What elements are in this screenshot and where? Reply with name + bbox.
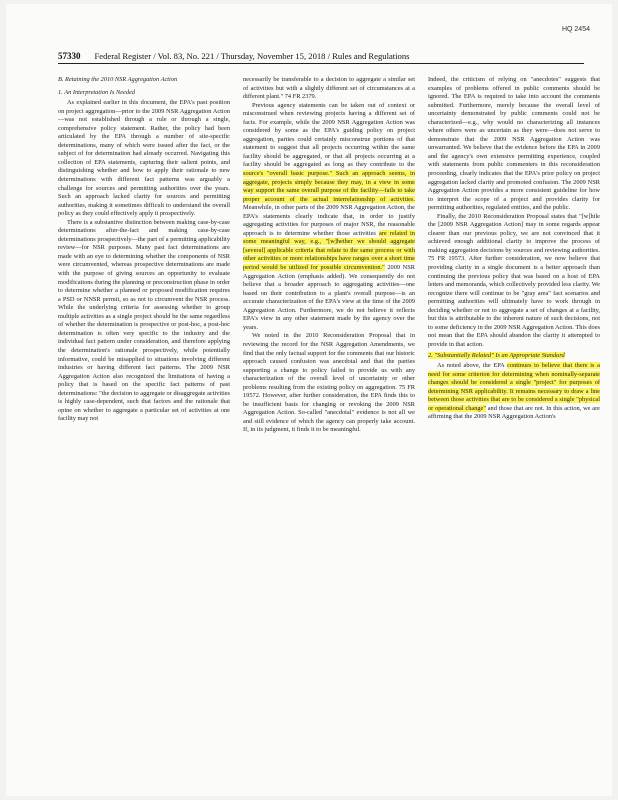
text-run: Meanwhile, in other parts of the 2009 NSR Aggregation Action, the EPA's statements clearly indicate that, in order to justify aggregating activities for purposes of major NSR, the reasonable approach is to determine whether those activities — [243, 204, 415, 237]
subsection-heading: 1. An Interpretation Is Needed — [58, 88, 135, 96]
paragraph: Indeed, the criticism of relying on "anecdotes" suggests that examples of problems offered in public comments should be ignored. The EPA is required to take into account the comments submitted. Furthermore, merely because the overall level of uncertainty demonstrated by public comments could not be characterized—e.g., why would no characterizing all instances where others were as uncertain as they were—does not serve to demonstrate that the 2009 NSR Aggregation Action was unwarranted. We believe that the evidence before the EPA in 2009 and the agency's own extensive permitting experience, coupled with statements from public commenters in this reconsideration proceeding, clearly indicates that the EPA's prior policy on project aggregation lacked clarity and promoted confusion. The 2009 NSR Aggregation Action provides a more consistent guideline for how to interpret the scope of a project and provides clarity for permitting authorities, regulated entities, and the public. — [428, 76, 600, 212]
highlighted-heading: 2. "Substantially Related" Is an Appropriate Standard — [428, 351, 565, 359]
paragraph — [428, 362, 600, 422]
column-1 — [58, 76, 230, 794]
section-heading: B. Retaining the 2010 NSR Aggregation Action — [58, 76, 178, 83]
subsection-heading — [428, 352, 600, 361]
highlighted-text: source's "overall basic purpose." Such an approach seems, in aggregate, projects simply because they may, in a view in some way support the same overall purpose of the facility—fails to take proper account of the actual interrelationship of activities. — [243, 170, 415, 203]
highlighted-text: continues to believe that there is a need for some criterion for determining when nominally-separate changes should be considered a single "project" for purposes of determining NSR applicability. It remains necessary to draw a line between those activities that are to be considered a single "physical or operational change" — [428, 362, 600, 412]
paragraph: necessarily be transferable to a decision to aggregate a similar set of activities but with a slightly different set of circumstances at a different plant." 74 FR 2379. — [243, 76, 415, 101]
text-run: Previous agency statements can be taken out of context or misconstrued when reviewing projects having a different set of facts. For example, while the 2009 NSR Aggregation Action was considered by some as the EPA's guiding policy on project aggregation, parties could certainly misconstrue portions of that statement to suggest that all projects occurring within the same facility should be aggregated, or that all projects occurring at a facility should be aggregated as long as they contribute to the — [243, 101, 415, 169]
document-page — [6, 4, 612, 796]
bates-stamp: HQ 2454 — [561, 26, 590, 33]
page-number: 57330 — [58, 51, 81, 61]
running-header — [58, 51, 584, 64]
column-3 — [428, 76, 600, 794]
column-2 — [243, 76, 415, 794]
paragraph: As explained earlier in this document, the EPA's past position on project aggregation—prior to the 2009 NSR Aggregation Action—was not established through a rule or through a single, comprehensive policy statement. Rather, the policy had been articulated by the EPA through a number of site-specific determinations, many of which were issued after the fact, or the subject of for determination had already occurred. Navigating this collection of EPA statements, capturing their salient points, and distinguishing whether and how to apply their rationale to new determinations with different fact patterns was arguably a challenge for sources and permitting authorities over the years. Such an approach lacked clarity for sources and permitting authorities, making it sometimes difficult to understand the overall policy as they could effectively apply it prospectively. — [58, 99, 230, 218]
text-run: As noted above, the EPA — [437, 362, 508, 370]
paragraph — [243, 102, 415, 333]
paragraph: There is a substantive distinction between making case-by-case determinations after-the-fact and making case-by-case determinations prospectively—the part of a permitting applicability review—for NSR purposes. Many past fact determinations are made with an eye to determining whether the components of NSR were circumvented, whereas prospective determinations are made with the purpose of giving sources an opportunity to evaluate modifications during the planning or preconstruction phase in order to determine whether a planned or proposed modification requires a PSD or NNSR permit, so as not to circumvent the NSR process. While the underlying criteria for assessing whether to group multiple activities as a single project should be the same regardless of whether the determination is prospective or post-hoc, a post-hoc determination is often very specific to the industry and the individual fact pattern under consideration, and therefore applying the determination's rationale prospectively, while potentially informative, could be misapplied to situations involving different industries or having different fact patterns. The 2009 NSR Aggregation Action also recognized the limitations of having a policy that is based on the specific fact patterns of past determinations: "the decision to aggregate or disaggregate activities is highly case-dependent, such that factors and the rationale that opine on whether to aggregate a particular set of activities at one facility may not — [58, 218, 230, 423]
text-run: 2009 NSR Aggregation Action (emphasis added). We consequently do not believe that a broader approach to aggregating activities—one based on their contribution to a plant's overall purpose—is an accurate characterization of the EPA's view at the time of the 2009 Aggregation Action. Furthermore, we do not believe it reflects EPA's view in any other statement made by the agency over the years. — [243, 264, 415, 331]
paragraph: We noted in the 2010 Reconsideration Proposal that in reviewing the record for the NSR Aggregation Amendments, we find that the only factual support for the comments that our historic approach caused confusion was anecdotal and that the parties supporting a change to policy failed to provide us with any characterization of the overall level of uncertainty or other problems resulting from the existing policy on aggregation. 75 FR 19572. However, after further consideration, the EPA finds this to be insufficient basis for changing or revoking the 2009 NSR Aggregation Action. So-called "anecdotal" evidence is not all we and still evidence of which the agency can properly take account. If, in its judgment, it finds it to be meaningful. — [243, 332, 415, 434]
paragraph: Finally, the 2010 Reconsideration Proposal states that "[w]hile the [2009 NSR Aggregation Action] may in some regards appear clearer than our previous policy, we are not convinced that it achieved enough additional clarity to improve the process of making aggregation decisions by sources and reviewing authorities. 75 FR 19573. After further consideration, we now believe that providing clarity in a single document is a better approach than continuing the previous policy that was based on a host of EPA letters and memoranda, which collectively provided less clarity. We recognize there will continue to be "gray area" fact scenarios and permitting authorities will ultimately have to work through in deciding whether or not to aggregate a set of changes at a facility, but this is attributable to the inherent nature of such decisions, not to some deficiency in the 2009 NSR Aggregation Action. This does not mean that the EPA should abandon the clarity it attempted to provide in that action. — [428, 212, 600, 348]
publication-line: Federal Register / Vol. 83, No. 221 / Thursday, November 15, 2018 / Rules and Regulations — [94, 51, 410, 61]
highlighted-text: are related in some meaningful way, e.g., "[w]hether we should aggregate [several] applicable criteria that relate to the same process or with other activities or more relationships have ranges over a short time period would be utilized for possible circumvention." — [243, 229, 415, 272]
text-columns — [58, 76, 600, 796]
text-run: and those that are not. In this action, we are affirming that the 2009 NSR Aggregation Action's — [428, 404, 600, 421]
